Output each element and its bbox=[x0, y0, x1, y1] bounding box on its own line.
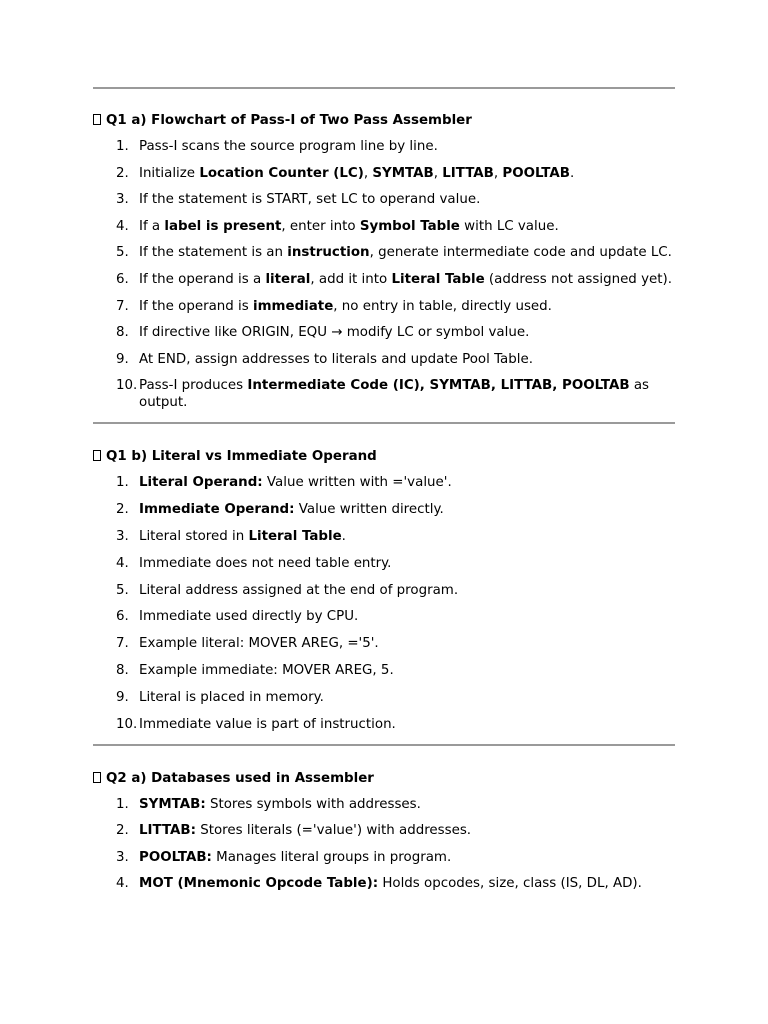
list-item-text: Value written directly. bbox=[294, 502, 444, 518]
list-item-number: 2. bbox=[116, 502, 129, 518]
list-item-text: , bbox=[363, 165, 373, 181]
missing-glyph-icon bbox=[93, 450, 101, 461]
list-item-text: Stores symbols with addresses. bbox=[205, 796, 421, 812]
document-page bbox=[93, 87, 675, 892]
list-item bbox=[93, 191, 675, 208]
list-item-number: 1. bbox=[116, 475, 129, 491]
list-item bbox=[93, 377, 675, 411]
list-item-text: , no entry in table, directly used. bbox=[333, 298, 552, 314]
list-item-text: Value written with ='value'. bbox=[262, 475, 452, 491]
list-item-number: 6. bbox=[116, 271, 129, 287]
section-title bbox=[93, 770, 675, 787]
bold-text: LITTAB: bbox=[139, 823, 196, 839]
list-item-number: 4. bbox=[116, 218, 129, 234]
list-item bbox=[93, 662, 675, 679]
list-item bbox=[93, 608, 675, 625]
list-item-number: 3. bbox=[116, 192, 129, 208]
section-title-text: Q1 a) Flowchart of Pass-I of Two Pass Assembler bbox=[106, 113, 472, 128]
list-item-number: 9. bbox=[116, 689, 129, 705]
list-item-text: as output. bbox=[139, 378, 650, 411]
list-item-number: 2. bbox=[116, 823, 129, 839]
list-item-text: Literal is placed in memory. bbox=[139, 689, 324, 705]
section-q1a bbox=[93, 112, 675, 411]
bold-text: POOLTAB bbox=[502, 165, 570, 181]
list-item-text: If the operand is a bbox=[139, 271, 266, 287]
list-item bbox=[93, 244, 675, 261]
list-item-number: 6. bbox=[116, 609, 129, 625]
section-q1b bbox=[93, 448, 675, 732]
list-item bbox=[93, 298, 675, 315]
section-title bbox=[93, 448, 675, 465]
list-item-number: 5. bbox=[116, 245, 129, 261]
list-item bbox=[93, 555, 675, 572]
list-item-number: 7. bbox=[116, 298, 129, 314]
list-item-number: 1. bbox=[116, 796, 129, 812]
list-item-text: with LC value. bbox=[459, 218, 559, 234]
list-item-text: At END, assign addresses to literals and update Pool Table. bbox=[139, 351, 533, 367]
bold-text: instruction bbox=[287, 245, 370, 261]
list-item bbox=[93, 138, 675, 155]
list-item-text: Immediate value is part of instruction. bbox=[139, 716, 396, 732]
list-item-number: 9. bbox=[116, 351, 129, 367]
list-item-number: 10. bbox=[116, 378, 138, 394]
numbered-list bbox=[93, 138, 675, 411]
bold-text: Symbol Table bbox=[359, 218, 460, 234]
list-item bbox=[93, 528, 675, 545]
list-item-text: Pass-I produces bbox=[139, 378, 248, 394]
list-item-number: 3. bbox=[116, 849, 129, 865]
list-item bbox=[93, 796, 675, 813]
list-item-number: 5. bbox=[116, 582, 129, 598]
list-item-text: Pass-I scans the source program line by line. bbox=[139, 139, 438, 154]
numbered-list bbox=[93, 796, 675, 893]
list-item-text: Initialize bbox=[139, 165, 200, 181]
section-divider bbox=[93, 422, 675, 424]
list-item-number: 7. bbox=[116, 636, 129, 652]
bold-text: Literal Table bbox=[248, 528, 342, 544]
list-item-text: , generate intermediate code and update LC. bbox=[369, 245, 672, 261]
section-divider bbox=[93, 87, 675, 89]
list-item-text: Immediate does not need table entry. bbox=[139, 555, 392, 571]
list-item-text: If the statement is START, set LC to operand value. bbox=[139, 192, 481, 208]
list-item-text: Holds opcodes, size, class (IS, DL, AD). bbox=[378, 876, 642, 892]
list-item-text: Manages literal groups in program. bbox=[211, 849, 452, 865]
list-item-number: 4. bbox=[116, 876, 129, 892]
bold-text: label is present bbox=[164, 218, 282, 234]
list-item-number: 8. bbox=[116, 325, 129, 341]
list-item-text: , bbox=[493, 165, 503, 181]
list-item bbox=[93, 849, 675, 866]
missing-glyph-icon bbox=[93, 114, 101, 125]
list-item-text: . bbox=[569, 165, 575, 181]
list-item bbox=[93, 324, 675, 341]
list-item-number: 2. bbox=[116, 165, 129, 181]
list-item bbox=[93, 582, 675, 599]
list-item-number: 1. bbox=[116, 139, 129, 154]
list-item bbox=[93, 716, 675, 733]
bold-text: SYMTAB: bbox=[139, 796, 206, 812]
list-item-text: , bbox=[433, 165, 443, 181]
list-item bbox=[93, 635, 675, 652]
list-item-text: If directive like ORIGIN, EQU → modify LC or symbol value. bbox=[139, 325, 530, 341]
list-item bbox=[93, 474, 675, 491]
bold-text: Literal Table bbox=[391, 271, 485, 287]
list-item-number: 4. bbox=[116, 555, 129, 571]
section-title-text: Q1 b) Literal vs Immediate Operand bbox=[106, 449, 377, 465]
list-item bbox=[93, 351, 675, 368]
list-item bbox=[93, 822, 675, 839]
bold-text: Literal Operand: bbox=[139, 475, 263, 491]
list-item-text: Stores literals (='value') with addresses. bbox=[195, 823, 472, 839]
list-item bbox=[93, 501, 675, 518]
list-item-text: . bbox=[341, 528, 346, 544]
list-item-text: , enter into bbox=[281, 218, 360, 234]
list-item bbox=[93, 689, 675, 706]
bold-text: MOT (Mnemonic Opcode Table): bbox=[139, 876, 379, 892]
bold-text: LITTAB bbox=[442, 165, 494, 181]
list-item-text: Example literal: MOVER AREG, ='5'. bbox=[139, 636, 379, 652]
list-item-text: (address not assigned yet). bbox=[484, 271, 672, 287]
list-item-number: 8. bbox=[116, 662, 129, 678]
list-item-number: 3. bbox=[116, 528, 129, 544]
bold-text: Location Counter (LC) bbox=[199, 165, 364, 181]
bold-text: POOLTAB: bbox=[139, 849, 212, 865]
list-item-text: Literal stored in bbox=[139, 528, 249, 544]
bold-text: immediate bbox=[253, 298, 334, 314]
list-item-text: Literal address assigned at the end of program. bbox=[139, 582, 459, 598]
list-item-text: Example immediate: MOVER AREG, 5. bbox=[139, 662, 394, 678]
list-item-text: If the operand is bbox=[139, 298, 253, 314]
bold-text: SYMTAB bbox=[372, 165, 434, 181]
section-title-text: Q2 a) Databases used in Assembler bbox=[106, 770, 374, 786]
bold-text: Immediate Operand: bbox=[139, 502, 295, 518]
list-item-text: If the statement is an bbox=[139, 245, 288, 261]
list-item bbox=[93, 218, 675, 235]
missing-glyph-icon bbox=[93, 772, 101, 783]
list-item bbox=[93, 875, 675, 892]
section-divider bbox=[93, 744, 675, 746]
list-item bbox=[93, 165, 675, 182]
list-item-text: Immediate used directly by CPU. bbox=[139, 609, 359, 625]
list-item bbox=[93, 271, 675, 288]
bold-text: Intermediate Code (IC), SYMTAB, LITTAB, POOLTAB bbox=[247, 378, 630, 394]
list-item-text: , add it into bbox=[310, 271, 392, 287]
section-q2a bbox=[93, 770, 675, 893]
list-item-number: 10. bbox=[116, 716, 138, 732]
numbered-list bbox=[93, 474, 675, 732]
section-title bbox=[93, 112, 675, 129]
list-item-text: If a bbox=[139, 218, 165, 234]
bold-text: literal bbox=[265, 271, 311, 287]
